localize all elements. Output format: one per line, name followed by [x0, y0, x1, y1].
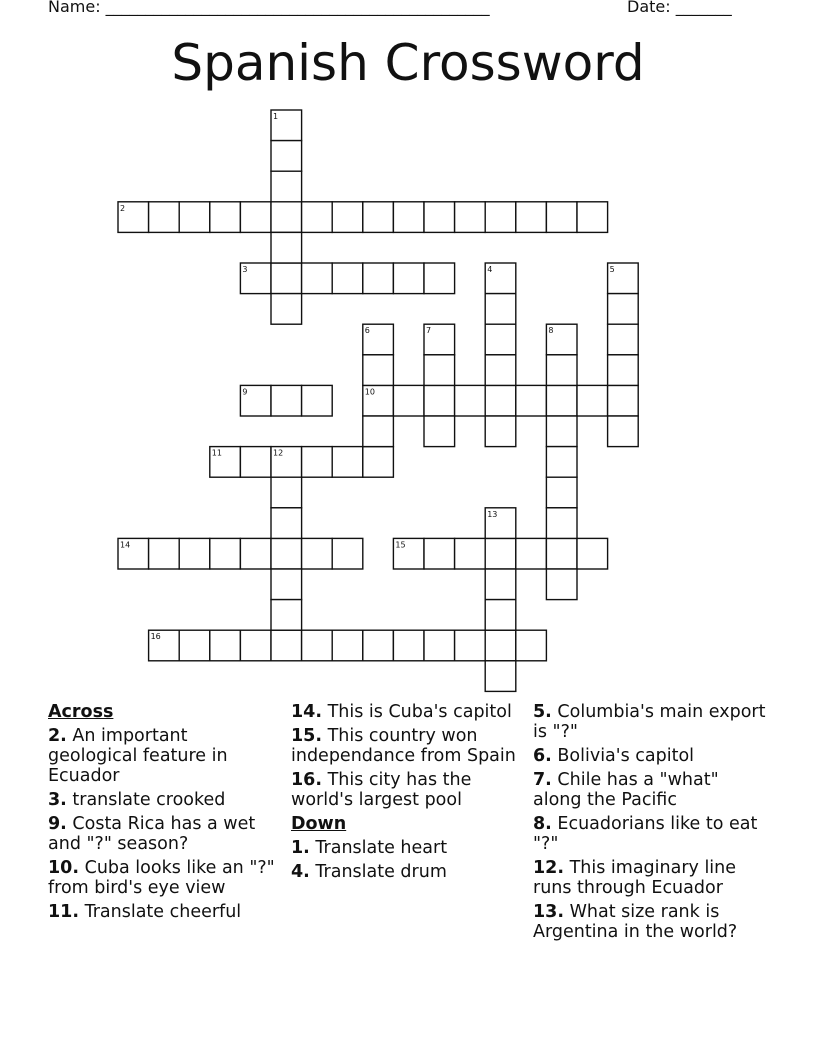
grid-cell[interactable] [302, 538, 333, 569]
grid-cell[interactable] [455, 202, 486, 233]
grid-cell[interactable] [577, 202, 608, 233]
cell-number: 12 [273, 448, 284, 458]
grid-cell[interactable] [546, 416, 577, 447]
grid-cell[interactable] [393, 263, 424, 294]
clue-across-9 [48, 814, 280, 854]
grid-cell[interactable] [271, 569, 302, 600]
grid-cell[interactable] [363, 447, 394, 478]
clue-text: This country won independance from Spain [291, 726, 516, 766]
cell-number: 4 [487, 265, 493, 274]
clue-text: An important geological feature in Ecuador [48, 726, 228, 786]
grid-cell[interactable] [363, 416, 394, 447]
cell-number: 16 [150, 632, 161, 642]
clue-down-1 [291, 838, 529, 858]
grid-cell[interactable] [240, 202, 271, 233]
cell-number: 3 [242, 265, 248, 274]
grid-cell[interactable] [271, 232, 302, 263]
clue-column-2 [291, 702, 529, 886]
clue-text: Translate heart [315, 838, 448, 858]
grid-cell[interactable] [455, 630, 486, 661]
grid-cell[interactable] [485, 385, 516, 416]
clue-number: 2. [48, 726, 67, 746]
grid-cell[interactable] [577, 385, 608, 416]
clue-across-3 [48, 790, 280, 810]
grid-cell[interactable] [455, 538, 486, 569]
grid-cell[interactable] [424, 538, 455, 569]
grid-cell[interactable] [608, 416, 639, 447]
grid-cell[interactable] [546, 355, 577, 386]
clue-text: This imaginary line runs through Ecuador [533, 858, 737, 898]
clue-number: 5. [533, 702, 552, 722]
grid-cell[interactable] [271, 171, 302, 202]
clue-number: 8. [533, 814, 552, 834]
clue-down-7 [533, 770, 769, 810]
grid-cell[interactable] [271, 600, 302, 631]
clue-number: 11. [48, 902, 80, 922]
clue-number: 15. [291, 726, 323, 746]
clue-text: Translate drum [315, 862, 447, 882]
grid-cell[interactable] [393, 202, 424, 233]
page-title: Spanish Crossword [171, 34, 645, 92]
grid-cell[interactable] [271, 141, 302, 172]
grid-cell[interactable] [516, 538, 547, 569]
cell-number: 10 [364, 387, 375, 397]
grid-cell[interactable] [485, 538, 516, 569]
grid-cell[interactable] [546, 477, 577, 508]
clue-text: Ecuadorians like to eat "?" [533, 814, 758, 854]
clue-number: 16. [291, 770, 323, 790]
grid-cell[interactable] [393, 630, 424, 661]
cell-number: 8 [548, 326, 554, 336]
clue-number: 9. [48, 814, 67, 834]
grid-cell[interactable] [424, 385, 455, 416]
grid-cell[interactable] [332, 447, 363, 478]
grid-cell[interactable] [577, 538, 608, 569]
grid-cell[interactable] [608, 294, 639, 325]
across-heading: Across [48, 702, 114, 722]
clue-number: 14. [291, 702, 323, 722]
grid-cell[interactable] [424, 202, 455, 233]
grid-cell[interactable] [210, 202, 241, 233]
clue-number: 10. [48, 858, 80, 878]
grid-cell[interactable] [546, 569, 577, 600]
grid-cell[interactable] [424, 263, 455, 294]
grid-cell[interactable] [424, 416, 455, 447]
grid-cell[interactable] [210, 630, 241, 661]
clue-text: This city has the world's largest pool [291, 770, 472, 810]
grid-cell[interactable] [332, 630, 363, 661]
grid-cell[interactable] [455, 385, 486, 416]
grid-cell[interactable] [424, 630, 455, 661]
grid-cell[interactable] [424, 355, 455, 386]
clue-across-2 [48, 726, 280, 786]
clue-number: 1. [291, 838, 310, 858]
clue-across-14 [291, 702, 529, 722]
clue-across-15 [291, 726, 529, 766]
grid-cell[interactable] [608, 355, 639, 386]
name-field-label: Name: ________________________________________________ [48, 0, 490, 16]
grid-cell[interactable] [485, 294, 516, 325]
cell-number: 5 [609, 265, 615, 274]
grid-cell[interactable] [485, 661, 516, 692]
cell-number: 1 [273, 112, 279, 121]
clue-text: Costa Rica has a wet and "?" season? [48, 814, 256, 854]
clue-text: Bolivia's capitol [557, 746, 695, 766]
clue-text: Columbia's main export is "?" [533, 702, 766, 742]
grid-cell[interactable] [240, 538, 271, 569]
clue-down-5 [533, 702, 769, 742]
clue-down-6 [533, 746, 769, 766]
cell-number: 13 [487, 509, 498, 519]
clue-number: 12. [533, 858, 565, 878]
grid-cell[interactable] [302, 202, 333, 233]
grid-cell[interactable] [546, 385, 577, 416]
grid-cell[interactable] [546, 447, 577, 478]
cell-number: 14 [120, 540, 131, 550]
grid-cell[interactable] [363, 202, 394, 233]
grid-cell[interactable] [485, 630, 516, 661]
grid-cell[interactable] [485, 416, 516, 447]
grid-cell[interactable] [546, 538, 577, 569]
grid-cell[interactable] [608, 324, 639, 355]
grid-cell[interactable] [179, 202, 210, 233]
grid-cell[interactable] [516, 630, 547, 661]
clue-number: 7. [533, 770, 552, 790]
grid-cell[interactable] [485, 600, 516, 631]
grid-cell[interactable] [485, 569, 516, 600]
clue-down-13 [533, 902, 769, 942]
grid-cell[interactable] [393, 385, 424, 416]
cell-number: 9 [242, 387, 248, 397]
clue-text: This is Cuba's capitol [327, 702, 512, 722]
grid-cell[interactable] [271, 294, 302, 325]
clue-text: What size rank is Argentina in the world? [533, 902, 738, 942]
grid-cell[interactable] [516, 202, 547, 233]
grid-cell[interactable] [485, 324, 516, 355]
grid-cell[interactable] [485, 202, 516, 233]
grid-cell[interactable] [240, 447, 271, 478]
clue-across-10 [48, 858, 280, 898]
grid-cell[interactable] [271, 630, 302, 661]
clue-column-1 [48, 702, 280, 926]
clue-text: Chile has a "what" along the Pacific [533, 770, 719, 810]
grid-cell[interactable] [608, 385, 639, 416]
grid-cell[interactable] [302, 630, 333, 661]
grid-cell[interactable] [363, 630, 394, 661]
clue-number: 4. [291, 862, 310, 882]
grid-cell[interactable] [302, 447, 333, 478]
grid-cell[interactable] [363, 263, 394, 294]
grid-cell[interactable] [210, 538, 241, 569]
clue-down-8 [533, 814, 769, 854]
clue-number: 3. [48, 790, 67, 810]
grid-cell[interactable] [302, 385, 333, 416]
clue-number: 13. [533, 902, 565, 922]
grid-cell[interactable] [271, 508, 302, 539]
grid-cell[interactable] [363, 355, 394, 386]
clue-across-16 [291, 770, 529, 810]
grid-cell[interactable] [546, 508, 577, 539]
grid-cell[interactable] [546, 202, 577, 233]
down-heading: Down [291, 814, 347, 834]
clue-across-11 [48, 902, 280, 922]
clue-column-3 [533, 702, 769, 946]
cell-number: 11 [211, 448, 222, 458]
grid-cell[interactable] [332, 202, 363, 233]
grid-cell[interactable] [332, 263, 363, 294]
clue-number: 6. [533, 746, 552, 766]
clue-down-12 [533, 858, 769, 898]
grid-cell[interactable] [149, 538, 180, 569]
date-field-label: Date: _______ [627, 0, 732, 16]
cell-number: 6 [364, 326, 370, 336]
cell-number: 15 [395, 540, 406, 550]
grid-cell[interactable] [302, 263, 333, 294]
clue-down-4 [291, 862, 529, 882]
clue-text: Translate cheerful [84, 902, 242, 922]
grid-cell[interactable] [271, 385, 302, 416]
grid-cell[interactable] [332, 538, 363, 569]
grid-cell[interactable] [516, 385, 547, 416]
grid-cell[interactable] [271, 202, 302, 233]
grid-cell[interactable] [240, 630, 271, 661]
clue-text: translate crooked [72, 790, 226, 810]
clue-text: Cuba looks like an "?" from bird's eye view [48, 858, 275, 898]
grid-cell[interactable] [271, 477, 302, 508]
cell-number: 7 [426, 326, 432, 336]
grid-cell[interactable] [149, 202, 180, 233]
grid-cell[interactable] [179, 630, 210, 661]
cell-number: 2 [120, 203, 126, 213]
grid-cell[interactable] [271, 538, 302, 569]
grid-cell[interactable] [271, 263, 302, 294]
grid-cell[interactable] [179, 538, 210, 569]
grid-cell[interactable] [485, 355, 516, 386]
